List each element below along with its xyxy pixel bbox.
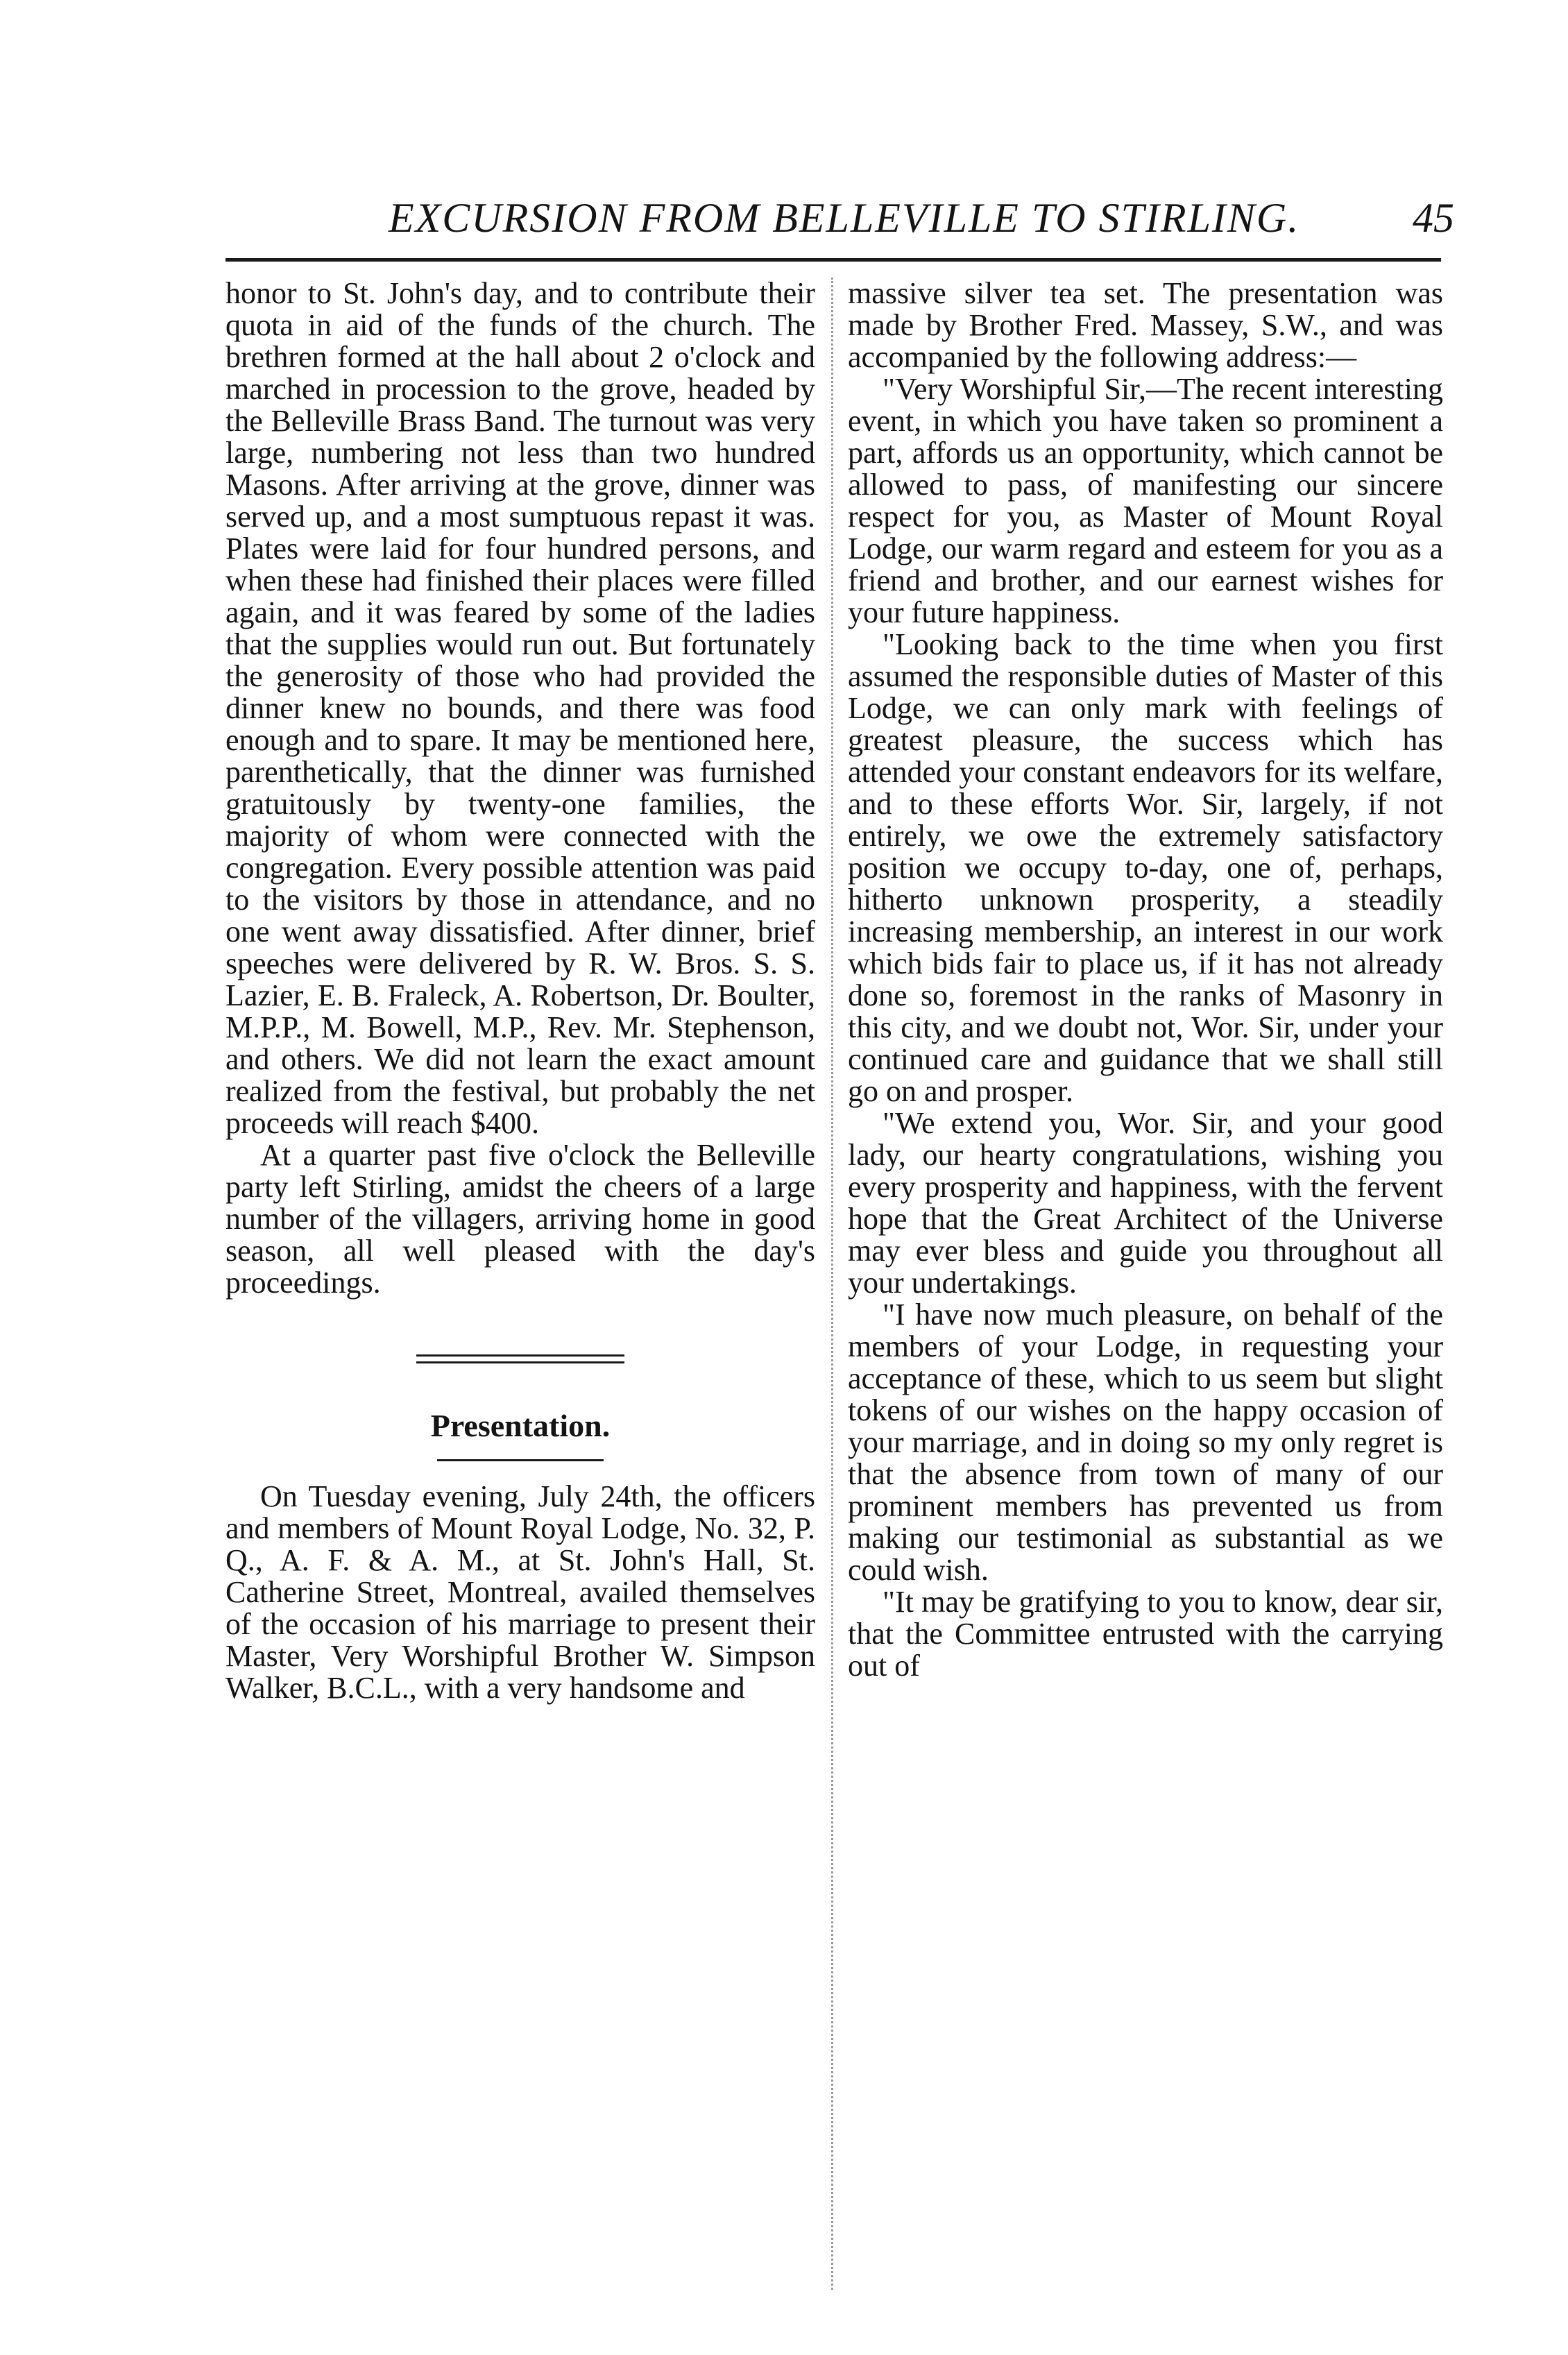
article-paragraph: On Tuesday evening, July 24th, the officers and members of Mount Royal Lodge, No. 32, P. Q., A. F. & A. M., at St. John's Hall, St. Catherine Street, Montreal, availed themselves of the occasion of his marriage to present their Master, Very Worshipful Brother W. Simpson Walker, B.C.L., with a very handsome and bbox=[225, 1479, 815, 1705]
article-paragraph: honor to St. John's day, and to contribute their quota in aid of the funds of the church. The brethren formed at the hall about 2 o'clock and marched in procession to the grove, headed by the Belleville Brass Band. The turnout was very large, numbering not less than two hundred Masons. After arriving at the grove, dinner was served up, and a most sumptuous repast it was. Plates were laid for four hundred persons, and when these had finished their places were filled again, and it was feared by some of the ladies that the supplies would run out. But fortunately the generosity of those who had provided the dinner knew no bounds, and there was food enough and to spare. It may be mentioned here, parenthetically, that the dinner was furnished gratuitously by twenty-one families, the majority of whom were connected with the congregation. Every possible attention was paid to the visitors by those in attendance, and no one went away dissatisfied. After dinner, brief speeches were delivered by R. W. Bros. S. S. Lazier, E. B. Fraleck, A. Robertson, Dr. Boulter, M.P.P., M. Bowell, M.P., Rev. Mr. Stephenson, and others. We did not learn the exact amount realized from the festival, but probably the net proceeds will reach $400. bbox=[225, 276, 815, 1140]
column-divider bbox=[831, 278, 833, 2290]
article-paragraph: massive silver tea set. The presentation was made by Brother Fred. Massey, S.W., and was accompanied by the following address:— bbox=[848, 276, 1443, 374]
section-double-rule bbox=[416, 1354, 624, 1363]
address-paragraph: "We extend you, Wor. Sir, and your good lady, our hearty congratulations, wishing you every prosperity and happiness, with the fervent hope that the Great Architect of the Universe may ever bless and guide you throughout all your undertakings. bbox=[848, 1106, 1443, 1300]
running-head-title: EXCURSION FROM BELLEVILLE TO STIRLING. bbox=[389, 195, 1300, 241]
address-paragraph: "I have now much pleasure, on behalf of the members of your Lodge, in requesting your acceptance of these, which to us seem but slight tokens of our wishes on the happy occasion of your marriage, and in doing so my only regret is that the absence from town of many of our prominent members has prevented us from making our testimonial as substantial as we could wish. bbox=[848, 1298, 1443, 1587]
address-paragraph: "Looking back to the time when you first assumed the responsible duties of Master of this Lodge, we can only mark with feelings of greatest pleasure, the success which has attended your constant endeavors for its welfare, and to these efforts Wor. Sir, largely, if not entirely, we owe the extremely satisfactory position we occupy to-day, one of, perhaps, hitherto unknown prosperity, a steadily increasing membership, an interest in our work which bids fair to place us, if it has not already done so, foremost in the ranks of Masonry in this city, and we doubt not, Wor. Sir, under your continued care and guidance that we shall still go on and prosper. bbox=[848, 627, 1443, 1108]
header-rule bbox=[225, 258, 1441, 262]
section-heading-presentation: Presentation. bbox=[430, 1408, 611, 1443]
section-short-rule bbox=[437, 1459, 604, 1461]
page-number: 45 bbox=[1413, 195, 1454, 241]
right-column bbox=[848, 278, 1443, 1682]
article-paragraph: At a quarter past five o'clock the Belleville party left Stirling, amidst the cheers of a large number of the villagers, arriving home in good season, all well pleased with the day's proceedings. bbox=[225, 1138, 815, 1300]
address-paragraph: "Very Worshipful Sir,—The recent interesting event, in which you have taken so prominent a part, affords us an opportunity, which cannot be allowed to pass, of manifesting our sincere respect for you, as Master of Mount Royal Lodge, our warm regard and esteem for you as a friend and brother, and our earnest wishes for your future happiness. bbox=[848, 372, 1443, 629]
address-paragraph: "It may be gratifying to you to know, dear sir, that the Committee entrusted with the carrying out of bbox=[848, 1585, 1443, 1683]
left-column bbox=[225, 278, 815, 1704]
